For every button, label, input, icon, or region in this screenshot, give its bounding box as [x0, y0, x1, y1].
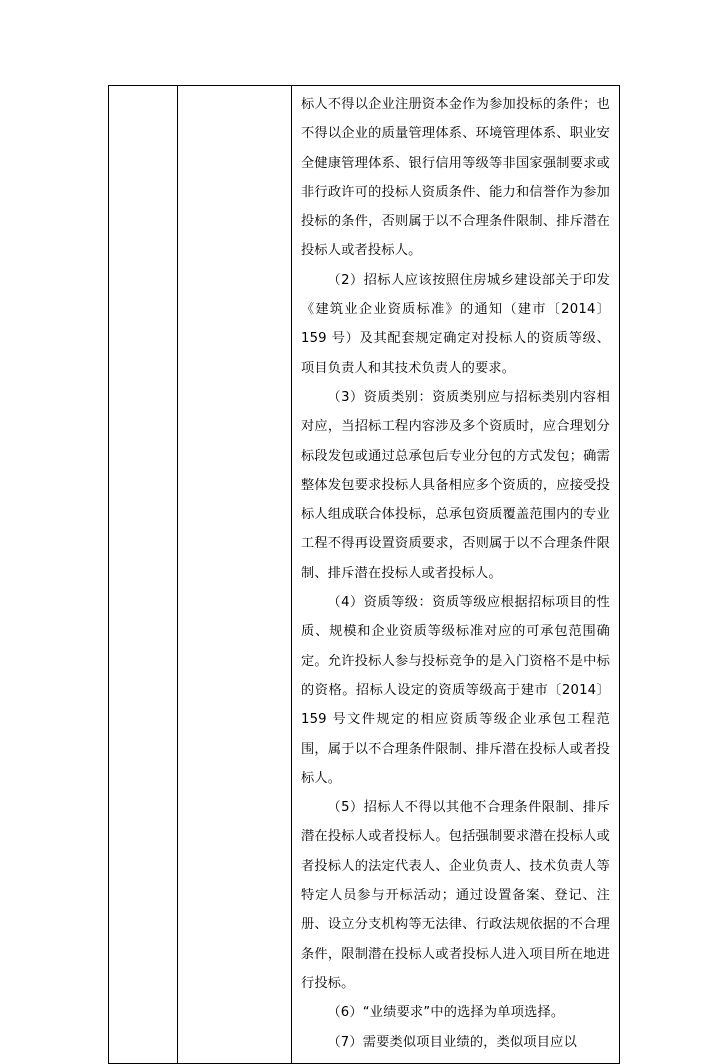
paragraph-6: （6）“业绩要求”中的选择为单项选择。 — [327, 1005, 565, 1021]
paragraph-4: （4）资质等级：资质等级应根据招标项目的性质、规模和企业资质等级标准对应的可承包范围确定。允许投标人参与投标竞争的是入门资格不是中标的资格。招标人设定的资质等级高于建市〔2014〕159 号文件规定的相应资质等级企业承包工程范围，属于以不合理条件限制、排斥潜在投标人或者投标人。 — [301, 595, 610, 786]
body-text-block — [292, 86, 619, 1063]
paragraph-5: （5）招标人不得以其他不合理条件限制、排斥潜在投标人或者投标人。包括强制要求潜在投标人或者投标人的法定代表人、企业负责人、技术负责人等特定人员参与开标活动；通过设置备案、登记、注册、设立分支机构等无法律、行政法规依据的不合理条件，限制潜在投标人或者投标人进入项目所在地进行投标。 — [301, 800, 610, 991]
table-cell-column-1 — [109, 86, 178, 1064]
paragraph-3: （3）资质类别：资质类别应与招标类别内容相对应，当招标工程内容涉及多个资质时，应合理划分标段发包或通过总承包后专业分包的方式发包；确需整体发包要求投标人具备相应多个资质的，应接受投标人组成联合体投标，总承包资质覆盖范围内的专业工程不得再设置资质要求，否则属于以不合理条件限制、排斥潜在投标人或者投标人。 — [301, 389, 610, 581]
table-row — [109, 86, 620, 1064]
paragraph-2: （2）招标人应该按照住房城乡建设部关于印发《建筑业企业资质标准》的通知（建市〔2014〕159 号）及其配套规定确定对投标人的资质等级、项目负责人和其技术负责人的要求。 — [301, 272, 610, 376]
content-table — [108, 85, 620, 1064]
table-cell-column-2 — [178, 86, 292, 1064]
paragraph-7: （7）需要类似项目业绩的，类似项目应以 — [327, 1034, 577, 1050]
table-cell-body-text — [292, 86, 620, 1064]
paragraph-1: 标人不得以企业注册资本金作为参加投标的条件；也不得以企业的质量管理体系、环境管理体系、职业安全健康管理体系、银行信用等级等非国家强制要求或非行政许可的投标人资质条件、能力和信誉作为参加投标的条件，否则属于以不合理条件限制、排斥潜在投标人或者投标人。 — [301, 97, 610, 259]
